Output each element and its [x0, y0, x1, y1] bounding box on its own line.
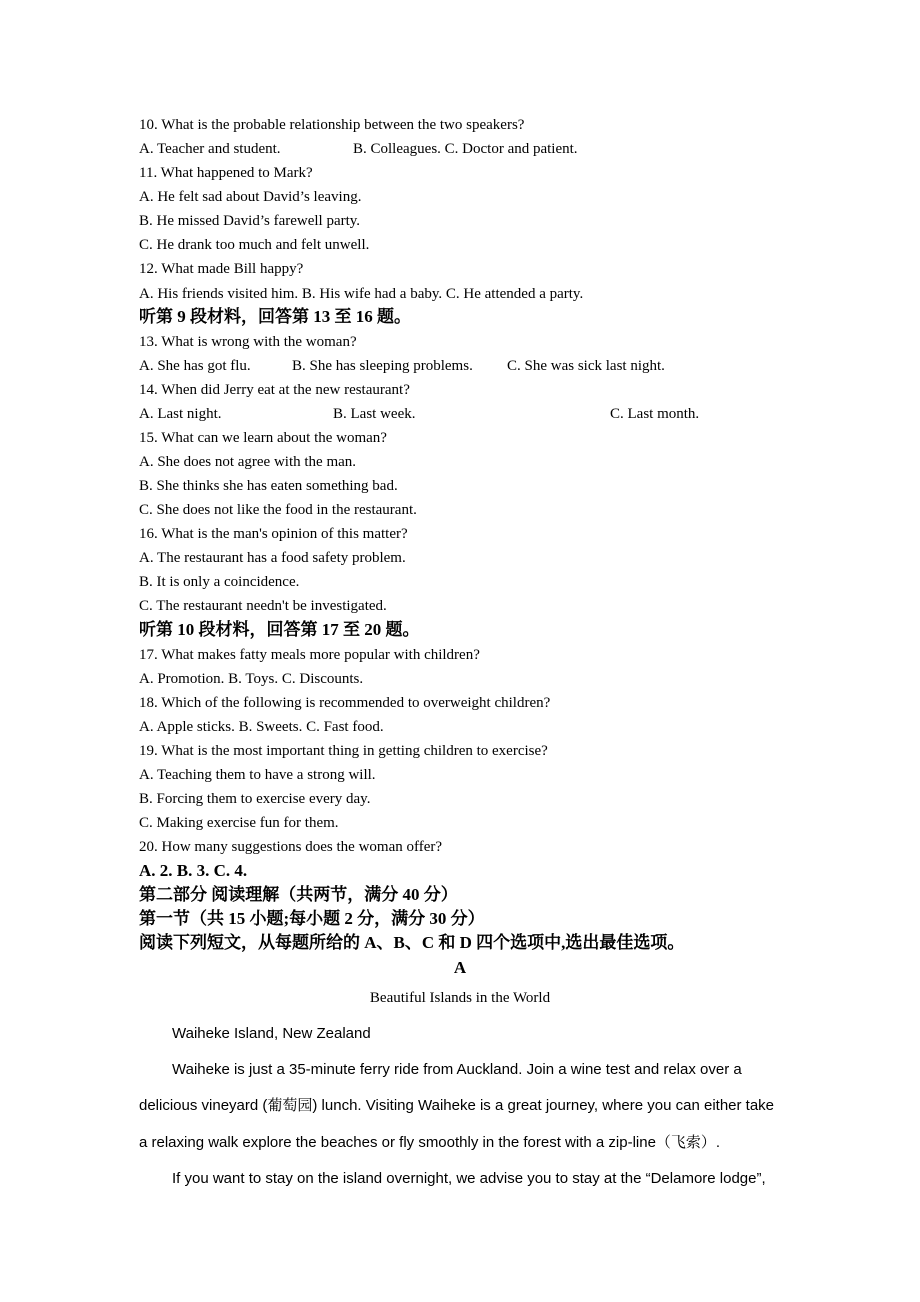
question-12: 12. What made Bill happy? — [139, 261, 304, 277]
q11-option-a: A. He felt sad about David’s leaving. — [139, 189, 362, 205]
q13-option-b: B. She has sleeping problems. — [292, 358, 473, 374]
paragraph-1-line-3: a relaxing walk explore the beaches or fly smoothly in the forest with a zip-line（飞索）. — [139, 1134, 721, 1151]
paragraph-2-line-1: If you want to stay on the island overnight, we advise you to stay at the “Delamore lodge”, — [172, 1170, 766, 1187]
question-20: 20. How many suggestions does the woman offer? — [139, 839, 443, 855]
question-16: 16. What is the man's opinion of this matter? — [139, 526, 408, 542]
passage-letter: A — [453, 958, 467, 977]
question-10: 10. What is the probable relationship between the two speakers? — [139, 117, 525, 133]
question-17: 17. What makes fatty meals more popular with children? — [139, 647, 480, 663]
q15-option-b: B. She thinks she has eaten something bad. — [139, 478, 398, 494]
q19-option-c: C. Making exercise fun for them. — [139, 815, 339, 831]
question-15: 15. What can we learn about the woman? — [139, 430, 387, 446]
section-1-heading: 第一节（共 15 小题;每小题 2 分，满分 30 分） — [139, 909, 485, 928]
part-2-heading: 第二部分 阅读理解（共两节，满分 40 分） — [139, 885, 458, 904]
paragraph-1-line-1: Waiheke is just a 35-minute ferry ride from Auckland. Join a wine test and relax over a — [172, 1061, 742, 1078]
section-10-heading: 听第 10 段材料，回答第 17 至 20 题。 — [139, 620, 420, 639]
q18-options: A. Apple sticks. B. Sweets. C. Fast food. — [139, 719, 384, 735]
q15-option-c: C. She does not like the food in the restaurant. — [139, 502, 417, 518]
question-14: 14. When did Jerry eat at the new restaurant? — [139, 382, 410, 398]
paragraph-1-line-2: delicious vineyard (葡萄园) lunch. Visiting Waiheke is a great journey, where you can either take — [139, 1097, 775, 1114]
instructions: 阅读下列短文，从每题所给的 A、B、C 和 D 四个选项中,选出最佳选项。 — [139, 933, 685, 952]
q14-option-b: B. Last week. — [333, 406, 416, 422]
q19-option-b: B. Forcing them to exercise every day. — [139, 791, 371, 807]
q14-option-a: A. Last night. — [139, 406, 222, 422]
q20-options: A. 2. B. 3. C. 4. — [139, 861, 248, 880]
q16-option-c: C. The restaurant needn't be investigated. — [139, 598, 387, 614]
passage-title: Beautiful Islands in the World — [369, 990, 551, 1006]
q10-option-a: A. Teacher and student. — [139, 141, 281, 157]
q16-option-b: B. It is only a coincidence. — [139, 574, 300, 590]
q17-options: A. Promotion. B. Toys. C. Discounts. — [139, 671, 364, 687]
q13-option-c: C. She was sick last night. — [507, 358, 665, 374]
q11-option-b: B. He missed David’s farewell party. — [139, 213, 361, 229]
question-11: 11. What happened to Mark? — [139, 165, 313, 181]
section-9-heading: 听第 9 段材料，回答第 13 至 16 题。 — [139, 307, 411, 326]
q15-option-a: A. She does not agree with the man. — [139, 454, 357, 470]
q14-option-c: C. Last month. — [610, 406, 700, 422]
question-19: 19. What is the most important thing in getting children to exercise? — [139, 743, 548, 759]
q13-option-a: A. She has got flu. — [139, 358, 251, 374]
q19-option-a: A. Teaching them to have a strong will. — [139, 767, 376, 783]
question-13: 13. What is wrong with the woman? — [139, 334, 357, 350]
q11-option-c: C. He drank too much and felt unwell. — [139, 237, 370, 253]
q12-options: A. His friends visited him. B. His wife had a baby. C. He attended a party. — [139, 286, 584, 302]
q10-options-bc: B. Colleagues. C. Doctor and patient. — [353, 141, 578, 157]
island-heading: Waiheke Island, New Zealand — [172, 1025, 371, 1042]
question-18: 18. Which of the following is recommended to overweight children? — [139, 695, 551, 711]
q16-option-a: A. The restaurant has a food safety problem. — [139, 550, 406, 566]
